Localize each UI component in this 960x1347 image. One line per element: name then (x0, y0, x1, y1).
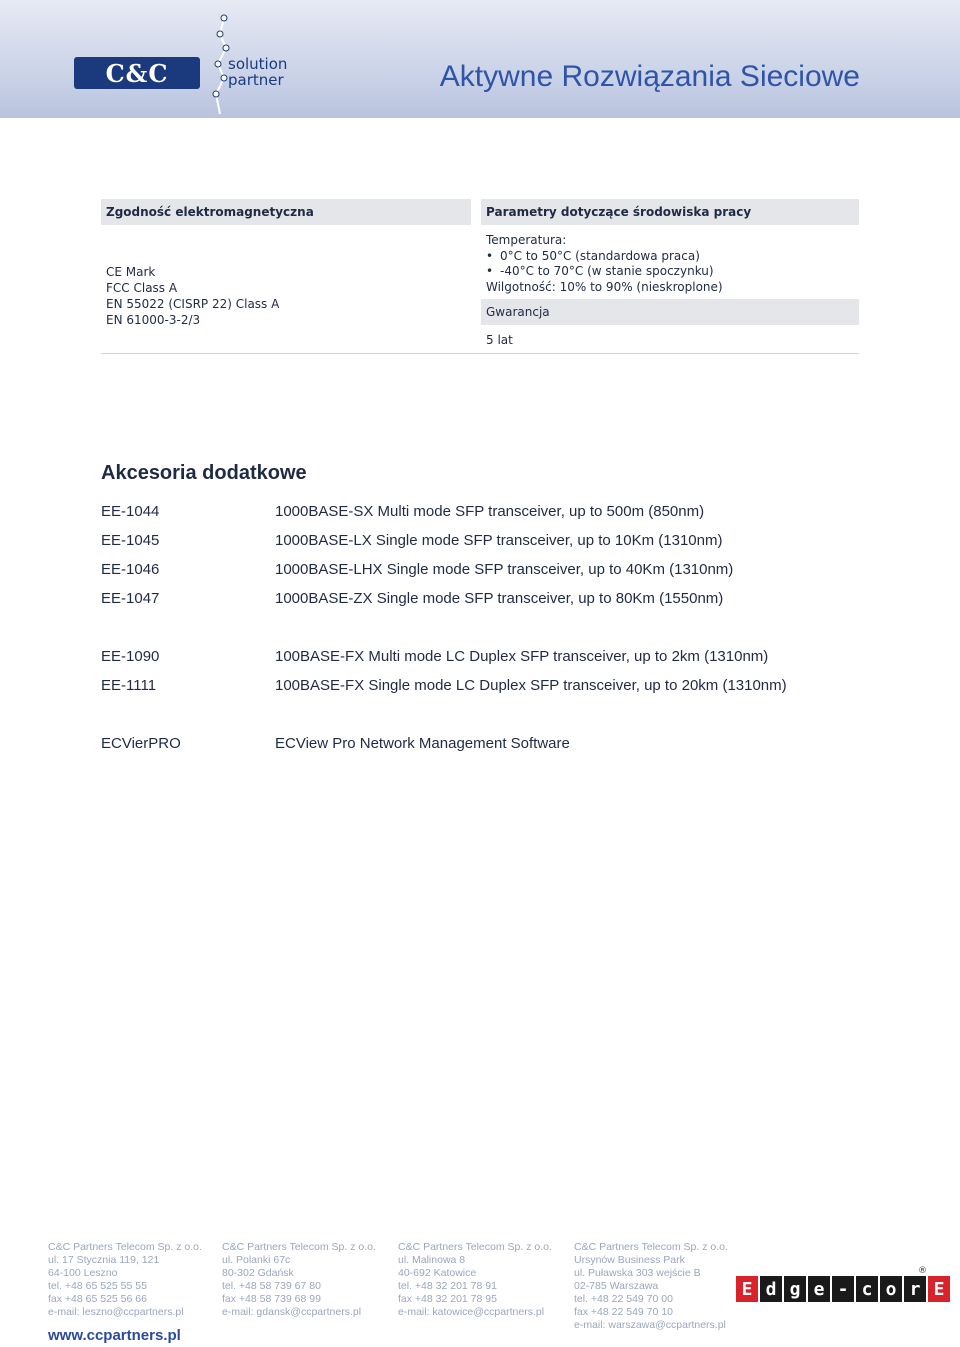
office-leszno (48, 1241, 202, 1319)
page-header (0, 0, 960, 118)
brand-letter: g (784, 1276, 806, 1302)
humidity-text: Wilgotność: 10% to 90% (nieskroplone) (486, 279, 723, 294)
office-email[interactable]: e-mail: warszawa@ccpartners.pl (574, 1319, 726, 1331)
office-line: C&C Partners Telecom Sp. z o.o. (574, 1241, 728, 1253)
office-line: tel. +48 32 201 78 91 (398, 1280, 497, 1292)
emc-item: FCC Class A (106, 281, 178, 295)
office-line: fax +48 22 549 70 10 (574, 1306, 673, 1318)
office-line: fax +48 32 201 78 95 (398, 1293, 497, 1305)
office-line: 80-302 Gdańsk (222, 1267, 294, 1279)
accessory-desc: 1000BASE-LX Single mode SFP transceiver, up to 10Km (1310nm) (275, 532, 723, 549)
accessory-code: EE-1045 (101, 532, 160, 549)
temp-item-text: -40°C to 70°C (w stanie spoczynku) (500, 264, 714, 278)
office-warszawa (574, 1241, 728, 1332)
office-line: ul. 17 Stycznia 119, 121 (48, 1254, 160, 1266)
spec-divider (101, 353, 859, 354)
list-item (101, 555, 861, 584)
brand-letter: o (880, 1276, 902, 1302)
list-item (101, 642, 861, 671)
accessory-code: EE-1044 (101, 503, 160, 520)
emc-item: EN 55022 (CISRP 22) Class A (106, 297, 280, 311)
list-spacer (101, 613, 861, 642)
logo-sub-line-1: solution (228, 55, 288, 73)
bullet-icon: • (486, 248, 494, 263)
list-item (101, 497, 861, 526)
registered-mark: ® (918, 1266, 927, 1276)
accessory-code: EE-1090 (101, 648, 160, 665)
accessories-title: Akcesoria dodatkowe (101, 462, 307, 484)
warranty-heading: Gwarancja (481, 299, 859, 325)
page-title: Aktywne Rozwiązania Sieciowe (439, 60, 860, 93)
env-heading: Parametry dotyczące środowiska pracy (481, 199, 859, 225)
accessories-section (101, 462, 861, 758)
office-line: tel. +48 22 549 70 00 (574, 1293, 673, 1305)
brand-letter: c (856, 1276, 878, 1302)
office-line: 64-100 Leszno (48, 1267, 118, 1279)
accessory-code: EE-1046 (101, 561, 160, 578)
office-email[interactable]: e-mail: katowice@ccpartners.pl (398, 1306, 545, 1318)
emc-item: EN 61000-3-2/3 (106, 313, 201, 327)
office-line: tel. +48 58 739 67 80 (222, 1280, 321, 1292)
office-line: C&C Partners Telecom Sp. z o.o. (398, 1241, 552, 1253)
office-line: ul. Puławska 303 wejście B (574, 1267, 701, 1279)
temp-item-text: 0°C to 50°C (standardowa praca) (500, 248, 700, 263)
office-katowice (398, 1241, 552, 1319)
env-details (481, 233, 859, 295)
emc-list (101, 239, 471, 353)
accessory-desc: 1000BASE-SX Multi mode SFP transceiver, up to 500m (850nm) (275, 503, 705, 520)
office-line: ul. Polanki 67c (222, 1254, 291, 1266)
accessory-code: EE-1111 (101, 677, 157, 694)
temp-item (486, 264, 859, 280)
accessory-code: ECVierPRO (101, 735, 181, 752)
office-line: 02-785 Warszawa (574, 1280, 659, 1292)
office-line: C&C Partners Telecom Sp. z o.o. (48, 1241, 202, 1253)
brand-letter: E (928, 1276, 950, 1302)
list-item (101, 584, 861, 613)
accessory-desc: 100BASE-FX Single mode LC Duplex SFP transceiver, up to 20km (1310nm) (275, 677, 787, 694)
logo-tagline (228, 56, 287, 88)
office-line: tel. +48 65 525 55 55 (48, 1280, 147, 1292)
brand-letter: r (904, 1276, 926, 1302)
list-item (101, 729, 861, 758)
emc-item: CE Mark (106, 265, 156, 279)
temperature-label: Temperatura: (486, 233, 567, 247)
accessory-desc: ECView Pro Network Management Software (275, 735, 570, 752)
edgecore-logo (736, 1276, 952, 1302)
accessory-desc: 100BASE-FX Multi mode LC Duplex SFP transceiver, up to 2km (1310nm) (275, 648, 769, 665)
office-line: Ursynów Business Park (574, 1254, 685, 1266)
emc-heading: Zgodność elektromagnetyczna (101, 199, 471, 225)
brand-letter: - (832, 1276, 854, 1302)
office-line: C&C Partners Telecom Sp. z o.o. (222, 1241, 376, 1253)
list-item (101, 526, 861, 555)
accessory-desc: 1000BASE-LHX Single mode SFP transceiver, up to 40Km (1310nm) (275, 561, 734, 578)
office-line: fax +48 65 525 56 66 (48, 1293, 147, 1305)
brand-letter: d (760, 1276, 782, 1302)
office-gdansk (222, 1241, 376, 1319)
logo-text: C&C (105, 59, 169, 88)
accessory-desc: 1000BASE-ZX Single mode SFP transceiver, up to 80Km (1550nm) (275, 590, 724, 607)
brand-letter: e (808, 1276, 830, 1302)
logo-sub-line-2: partner (228, 71, 284, 89)
accessory-code: EE-1047 (101, 590, 160, 607)
list-spacer (101, 700, 861, 729)
office-email[interactable]: e-mail: leszno@ccpartners.pl (48, 1306, 184, 1318)
office-line: fax +48 58 739 68 99 (222, 1293, 321, 1305)
office-line: 40-692 Katowice (398, 1267, 477, 1279)
temp-item (486, 249, 859, 265)
brand-letter: E (736, 1276, 758, 1302)
bullet-icon: • (486, 264, 494, 278)
website-link[interactable]: www.ccpartners.pl (48, 1327, 181, 1344)
list-item (101, 671, 861, 700)
office-line: ul. Malinowa 8 (398, 1254, 466, 1266)
warranty-value: 5 lat (486, 333, 513, 347)
office-email[interactable]: e-mail: gdansk@ccpartners.pl (222, 1306, 362, 1318)
